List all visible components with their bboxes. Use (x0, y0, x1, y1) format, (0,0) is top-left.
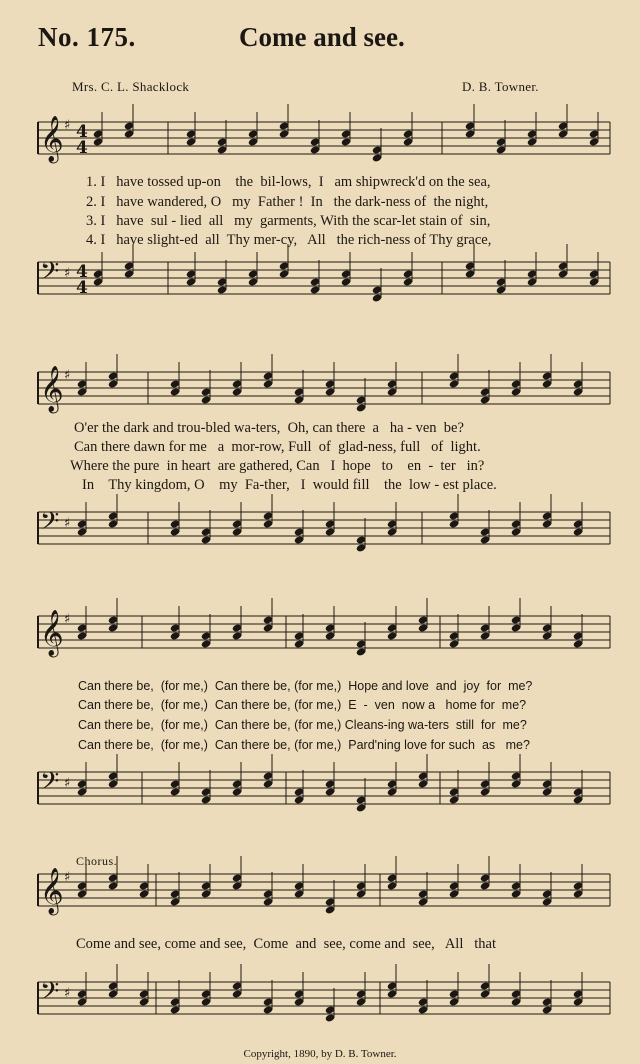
time-signature-top: 4 (76, 262, 88, 282)
system-2-treble-staff (0, 368, 640, 428)
lyricist-credit: Mrs. C. L. Shacklock (72, 79, 190, 94)
system-1-bass-staff (0, 258, 640, 318)
treble-clef-glyph: 𝄞 (40, 366, 64, 412)
system-3-lyric-verse-4: Can there be, (for me,) Can there be, (for me,) Pard'ning love for such as me? (78, 738, 530, 752)
system-4-treble-staff (0, 870, 640, 930)
hymn-title: Come and see. (239, 22, 405, 52)
composer-credit: D. B. Towner. (462, 79, 539, 94)
system-2-lyric-verse-2: Can there dawn for me a mor-row, Full of glad-ness, full of light. (74, 439, 481, 455)
hymn-number: No. 175. (38, 22, 136, 52)
system-3-lyric-verse-3: Can there be, (for me,) Can there be, (for me,) Cleans-ing wa-ters still for me? (78, 718, 527, 732)
system-1-treble-staff (0, 118, 640, 178)
system-3-lyric-verse-2: Can there be, (for me,) Can there be, (for me,) E - ven now a home for me? (78, 698, 527, 712)
key-signature-sharp: ♯ (64, 986, 71, 1001)
system-2-lyric-verse-1: O'er the dark and trou-bled wa-ters, Oh, can there a ha - ven be? (74, 420, 464, 436)
treble-clef-glyph: 𝄞 (40, 868, 64, 914)
key-signature-sharp: ♯ (64, 516, 71, 531)
bass-clef-glyph: 𝄢 (40, 257, 60, 292)
bass-clef-glyph: 𝄢 (40, 767, 60, 802)
system-1-lyric-verse-3: 3. I have sul - lied all my garments, With the scar-let stain of sin, (86, 213, 491, 229)
system-4-bass-staff (0, 978, 640, 1038)
system-3-treble-staff (0, 612, 640, 672)
chorus-label: Chorus. (76, 854, 118, 868)
time-signature-bottom: 4 (76, 138, 88, 158)
treble-clef-glyph: 𝄞 (40, 116, 64, 162)
system-1-lyric-verse-4: 4. I have slight-ed all Thy mer-cy, All the rich-ness of Thy grace, (86, 232, 492, 248)
key-signature-sharp: ♯ (64, 870, 71, 885)
system-2-lyric-verse-3: Where the pure in heart are gathered, Can I hope to en - ter in? (70, 458, 485, 474)
time-signature-top: 4 (76, 122, 88, 142)
system-1-lyric-verse-2: 2. I have wandered, O my Father ! In the dark-ness of the night, (86, 194, 489, 210)
bass-clef-glyph: 𝄢 (40, 977, 60, 1012)
system-3-lyric-verse-1: Can there be, (for me,) Can there be, (for me,) Hope and love and joy for me? (78, 679, 533, 693)
key-signature-sharp: ♯ (64, 612, 71, 627)
key-signature-sharp: ♯ (64, 368, 71, 383)
system-1-lyric-verse-1: 1. I have tossed up-on the bil-lows, I am shipwreck'd on the sea, (86, 174, 491, 190)
time-signature-bottom: 4 (76, 278, 88, 298)
key-signature-sharp: ♯ (64, 776, 71, 791)
system-3-bass-staff (0, 768, 640, 828)
key-signature-sharp: ♯ (64, 118, 71, 133)
bass-clef-glyph: 𝄢 (40, 507, 60, 542)
copyright-notice: Copyright, 1890, by D. B. Towner. (243, 1048, 397, 1060)
treble-clef-glyph: 𝄞 (40, 610, 64, 656)
key-signature-sharp: ♯ (64, 266, 71, 281)
chorus-lyric: Come and see, come and see, Come and see, come and see, All that (76, 936, 496, 952)
system-2-lyric-verse-4: In Thy kingdom, O my Fa-ther, I would fill the low - est place. (82, 477, 497, 493)
system-2-bass-staff (0, 508, 640, 568)
